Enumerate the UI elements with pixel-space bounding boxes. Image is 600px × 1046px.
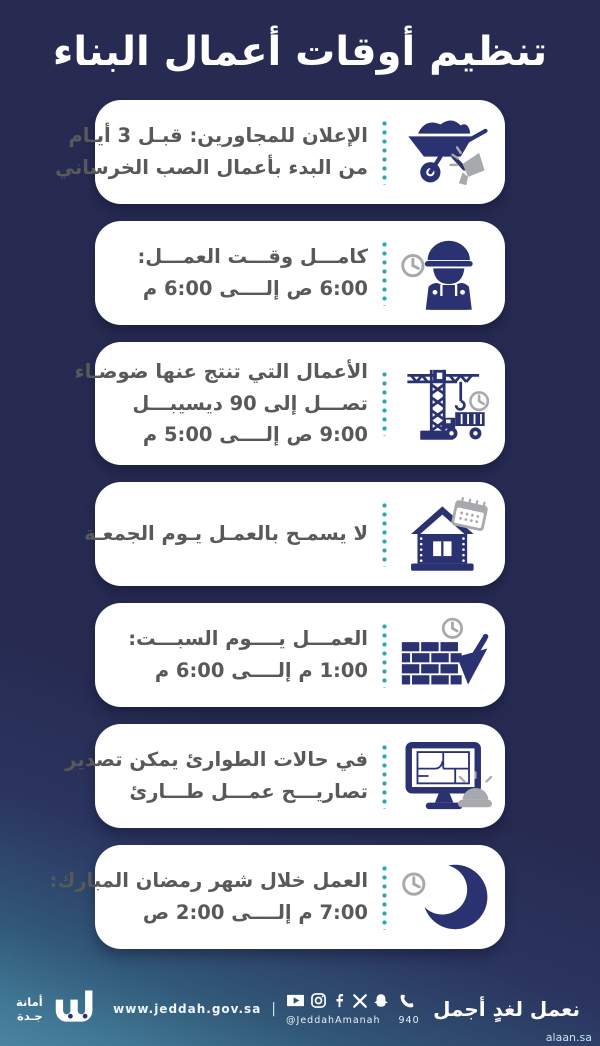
card-line: كامـــل وقـــت العمـــل: [137, 245, 368, 269]
wheelbarrow-megaphone-icon [387, 100, 505, 204]
page-title: تنظيم أوقات أعمال البناء [52, 29, 548, 75]
card-ramadan-work [49, 845, 505, 949]
jeddah-amanah-logo [16, 985, 100, 1033]
logo-text-line2: جـدة [17, 1009, 43, 1023]
social-handle: @JeddahAmanah [286, 1014, 381, 1026]
card-emergency-permits [65, 724, 505, 828]
card-line: العمل خلال شهر رمضان المبارك: [49, 869, 368, 893]
card-saturday-work [95, 603, 505, 707]
website-url: www.jeddah.gov.sa [113, 1002, 262, 1016]
dotted-separator [382, 240, 387, 306]
social-block [286, 993, 420, 1026]
dotted-separator [382, 370, 387, 436]
facebook-icon [332, 993, 347, 1012]
footer-divider: | [271, 1001, 277, 1017]
logo-text-line1: أمانة [16, 994, 43, 1009]
card-text [29, 100, 382, 204]
phone-number: 940 [398, 1014, 420, 1026]
dotted-separator [382, 501, 387, 567]
card-text [95, 221, 382, 325]
card-line: من البدء بأعمال الصب الخرساني [55, 156, 368, 179]
cards-list [49, 100, 505, 949]
snapchat-icon [373, 993, 389, 1013]
card-text [49, 342, 382, 465]
jeddah-logo-mark-icon [50, 985, 100, 1033]
card-line: تصاريـــح عمـــل طـــارئ [129, 779, 368, 803]
card-text [39, 724, 382, 828]
card-line: تصـــل إلى 90 ديسيبـــل [132, 391, 368, 415]
logo-text [16, 995, 43, 1024]
watermark: alaan.sa [545, 1031, 592, 1044]
house-calendar-icon [387, 482, 505, 586]
card-text [24, 845, 382, 949]
footer-contact [113, 993, 420, 1026]
dotted-separator [382, 622, 387, 688]
card-text [58, 482, 382, 586]
card-noise-works [74, 342, 505, 465]
card-text [95, 603, 382, 707]
card-line: 9:00 ص إلــــى 5:00 م [142, 423, 368, 447]
card-line: لا يسمـح بالعمـل يـوم الجمعـة [84, 521, 368, 545]
card-line: الإعلان للمجاورين: قبـل 3 أيـام [68, 124, 368, 148]
social-captions [286, 1015, 420, 1026]
dotted-separator [382, 864, 387, 930]
dotted-separator [382, 119, 387, 185]
card-line: في حالات الطوارئ يمكن تصدير [65, 748, 368, 772]
card-line: 1:00 م إلــــى 6:00 م [154, 658, 368, 682]
worker-clock-icon [387, 221, 505, 325]
dotted-separator [382, 743, 387, 809]
youtube-icon [286, 993, 305, 1012]
x-icon [353, 993, 367, 1012]
header [0, 0, 600, 100]
bricks-trowel-clock-icon [387, 603, 505, 707]
moon-clock-icon [387, 845, 505, 949]
card-neighbors-announcement [55, 100, 505, 204]
footer [0, 980, 600, 1046]
card-line: العمـــل يــــوم السبـــت: [128, 627, 368, 651]
card-line: 6:00 ص إلــــى 6:00 م [142, 277, 368, 300]
monitor-siren-icon [387, 724, 505, 828]
phone-icon [399, 993, 415, 1013]
card-line: الأعمال التي تنتج عنها ضوضـاء [74, 360, 368, 383]
social-icons-row [286, 993, 419, 1013]
card-full-work-time [95, 221, 505, 325]
crane-truck-clock-icon [387, 342, 505, 465]
instagram-icon [311, 993, 326, 1012]
card-line: 7:00 م إلــــى 2:00 ص [142, 900, 368, 924]
card-no-friday-work [84, 482, 505, 586]
footer-slogan: نعمل لغدٍ أجمل [433, 997, 580, 1021]
